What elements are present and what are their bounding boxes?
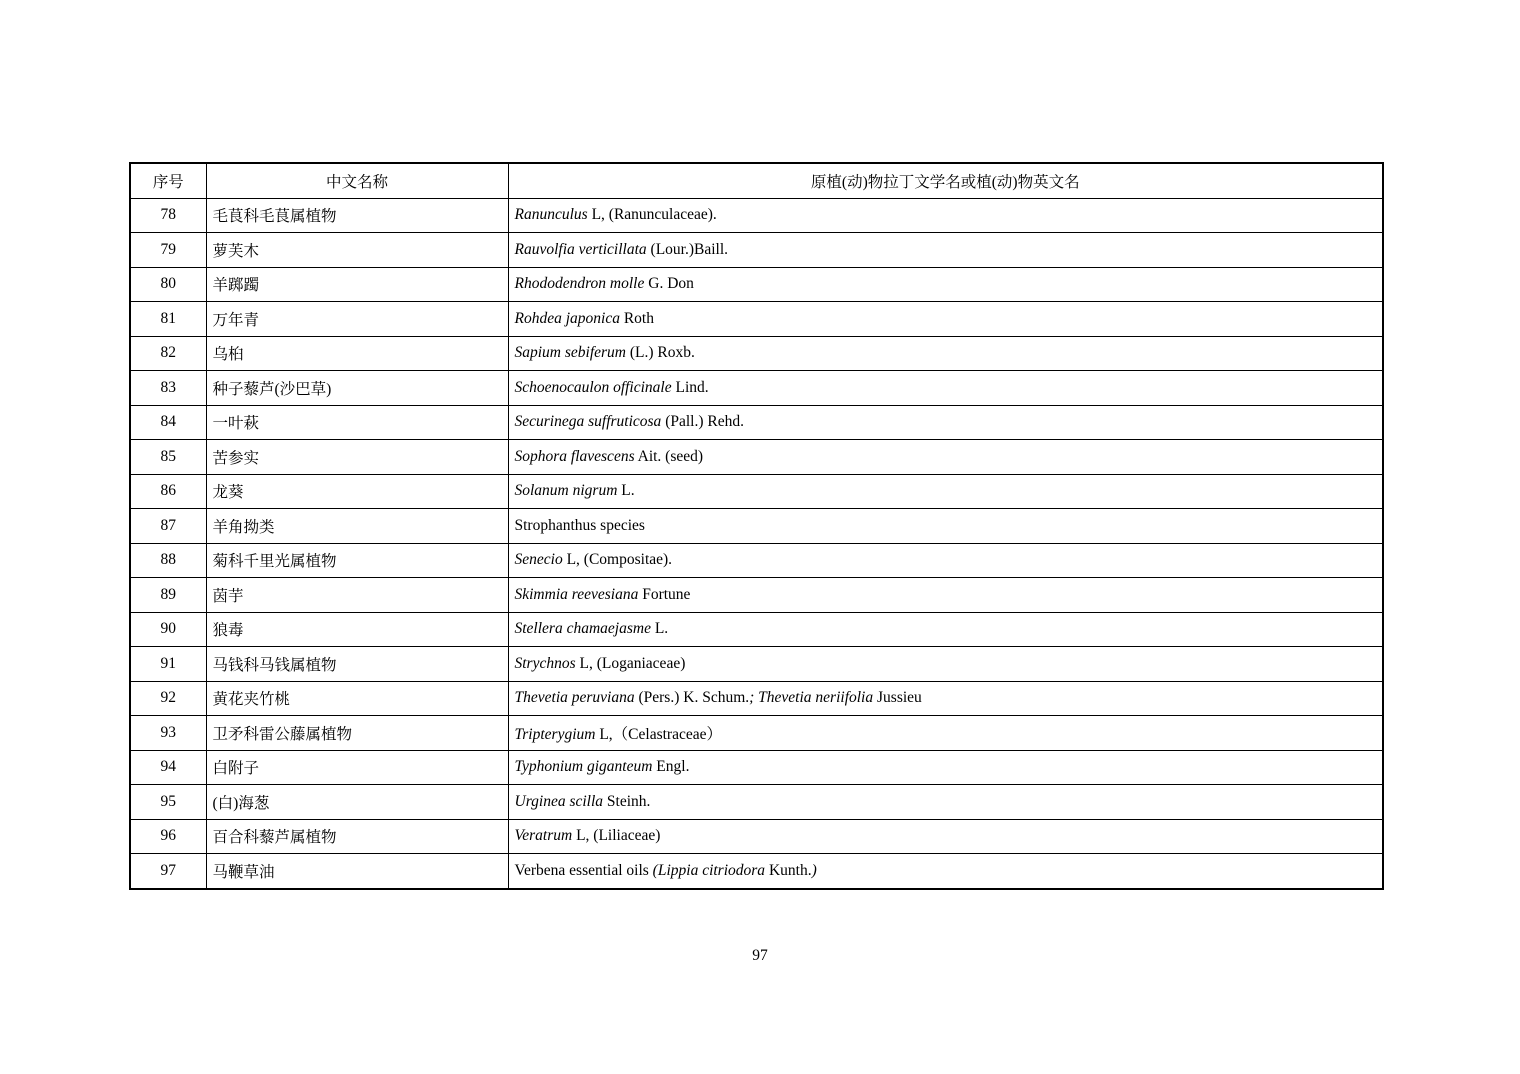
table-row [130,371,1383,406]
row-latin-name [508,233,1383,268]
table-row [130,785,1383,820]
row-chinese-name: 百合科藜芦属植物 [206,819,508,854]
latin-text-segment: Jussieu [873,689,922,707]
latin-text-segment: Kunth. [765,861,812,879]
latin-italic-segment: Sophora flavescens [514,447,635,465]
row-latin-name [508,543,1383,578]
row-latin-name [508,405,1383,440]
row-latin-name [508,785,1383,820]
table-row [130,647,1383,682]
page-number: 97 [752,947,768,964]
latin-text-segment: L,（Celastraceae） [595,725,722,743]
latin-text-segment: Steinh. [603,792,651,810]
row-index: 86 [130,474,206,509]
table-row [130,474,1383,509]
row-chinese-name: 茵芋 [206,578,508,613]
row-latin-name [508,371,1383,406]
row-index: 84 [130,405,206,440]
latin-text-segment: Strophanthus species [514,516,645,534]
latin-italic-segment: Securinega suffruticosa [514,413,662,431]
row-index: 85 [130,440,206,475]
table-row [130,681,1383,716]
table-row [130,716,1383,751]
table-row [130,233,1383,268]
row-index: 88 [130,543,206,578]
row-index: 80 [130,267,206,302]
row-index: 79 [130,233,206,268]
plant-list-table-container [129,162,1382,890]
row-chinese-name: 马鞭草油 [206,854,508,889]
row-chinese-name: 羊踯躅 [206,267,508,302]
table-row [130,336,1383,371]
row-index: 97 [130,854,206,889]
row-latin-name [508,336,1383,371]
row-index: 78 [130,198,206,233]
header-latin-name: 原植(动)物拉丁文学名或植(动)物英文名 [508,163,1383,198]
row-latin-name [508,716,1383,751]
latin-italic-segment: Rhododendron molle [514,275,645,293]
table-header-row [130,163,1383,198]
row-index: 89 [130,578,206,613]
latin-italic-segment: (Lippia citriodora [652,861,766,879]
table-row [130,819,1383,854]
row-index: 92 [130,681,206,716]
table-row [130,578,1383,613]
latin-text-segment: L. [650,620,669,638]
table-row [130,509,1383,544]
row-index: 94 [130,750,206,785]
row-latin-name [508,750,1383,785]
row-chinese-name: 马钱科马钱属植物 [206,647,508,682]
latin-italic-segment: Veratrum [514,827,573,845]
latin-text-segment: L, (Loganiaceae) [575,654,686,672]
latin-italic-segment: Thevetia peruviana [514,689,635,707]
table-row [130,750,1383,785]
header-index: 序号 [130,163,206,198]
table-row [130,302,1383,337]
latin-text-segment: Fortune [638,585,691,603]
latin-text-segment: L, (Ranunculaceae). [587,206,717,224]
table-row [130,543,1383,578]
latin-italic-segment: Skimmia reevesiana [514,585,639,603]
latin-italic-segment: Strychnos [514,654,576,672]
row-chinese-name: 龙葵 [206,474,508,509]
row-latin-name [508,854,1383,889]
row-index: 91 [130,647,206,682]
latin-text-segment: (Pers.) K. Schum. [634,689,750,707]
latin-italic-segment: Ranunculus [514,206,588,224]
row-index: 96 [130,819,206,854]
latin-italic-segment: Schoenocaulon officinale [514,378,672,396]
latin-italic-segment: Urginea scilla [514,792,604,810]
row-latin-name [508,302,1383,337]
latin-italic-segment: ) [811,861,817,879]
latin-italic-segment: Sapium sebiferum [514,344,627,362]
table-row [130,267,1383,302]
row-index: 83 [130,371,206,406]
row-chinese-name: 乌桕 [206,336,508,371]
latin-italic-segment: ; Thevetia neriifolia [749,689,874,707]
row-latin-name [508,198,1383,233]
latin-text-segment: Verbena essential oils [514,861,653,879]
latin-italic-segment: Senecio [514,551,563,569]
latin-text-segment: Engl. [652,758,690,776]
row-chinese-name: 黄花夹竹桃 [206,681,508,716]
row-chinese-name: 毛茛科毛茛属植物 [206,198,508,233]
row-index: 87 [130,509,206,544]
row-latin-name [508,267,1383,302]
latin-italic-segment: Solanum nigrum [514,482,618,500]
row-index: 93 [130,716,206,751]
latin-text-segment: Roth [619,309,654,327]
table-row [130,612,1383,647]
row-latin-name [508,647,1383,682]
row-index: 81 [130,302,206,337]
row-latin-name [508,578,1383,613]
row-index: 82 [130,336,206,371]
latin-text-segment: Lind. [671,378,709,396]
row-chinese-name: 菊科千里光属植物 [206,543,508,578]
latin-text-segment: Ait. (seed) [634,447,704,465]
latin-text-segment: (L.) Roxb. [626,344,695,362]
header-chinese-name: 中文名称 [206,163,508,198]
latin-text-segment: G. Don [644,275,694,293]
table-body [130,198,1383,889]
row-chinese-name: 羊角拗类 [206,509,508,544]
table-row [130,198,1383,233]
latin-italic-segment: Rohdea japonica [514,309,620,327]
latin-text-segment: L, (Compositae). [562,551,673,569]
row-chinese-name: (白)海葱 [206,785,508,820]
row-chinese-name: 卫矛科雷公藤属植物 [206,716,508,751]
row-chinese-name: 种子藜芦(沙巴草) [206,371,508,406]
row-latin-name [508,440,1383,475]
table-row [130,440,1383,475]
row-chinese-name: 一叶萩 [206,405,508,440]
latin-italic-segment: Typhonium giganteum [514,758,653,776]
latin-text-segment: (Lour.)Baill. [646,240,729,258]
table-row [130,854,1383,889]
row-index: 90 [130,612,206,647]
row-latin-name [508,474,1383,509]
latin-text-segment: L. [617,482,635,500]
row-chinese-name: 狼毒 [206,612,508,647]
latin-italic-segment: Tripterygium [514,725,596,743]
row-chinese-name: 白附子 [206,750,508,785]
latin-italic-segment: Stellera chamaejasme [514,620,651,638]
latin-italic-segment: Rauvolfia verticillata [514,240,647,258]
latin-text-segment: (Pall.) Rehd. [661,413,744,431]
row-chinese-name: 苦参实 [206,440,508,475]
plant-list-table [129,162,1384,890]
row-chinese-name: 萝芙木 [206,233,508,268]
row-chinese-name: 万年青 [206,302,508,337]
table-row [130,405,1383,440]
row-latin-name [508,509,1383,544]
row-latin-name [508,819,1383,854]
row-index: 95 [130,785,206,820]
latin-text-segment: L, (Liliaceae) [572,827,661,845]
row-latin-name [508,681,1383,716]
row-latin-name [508,612,1383,647]
